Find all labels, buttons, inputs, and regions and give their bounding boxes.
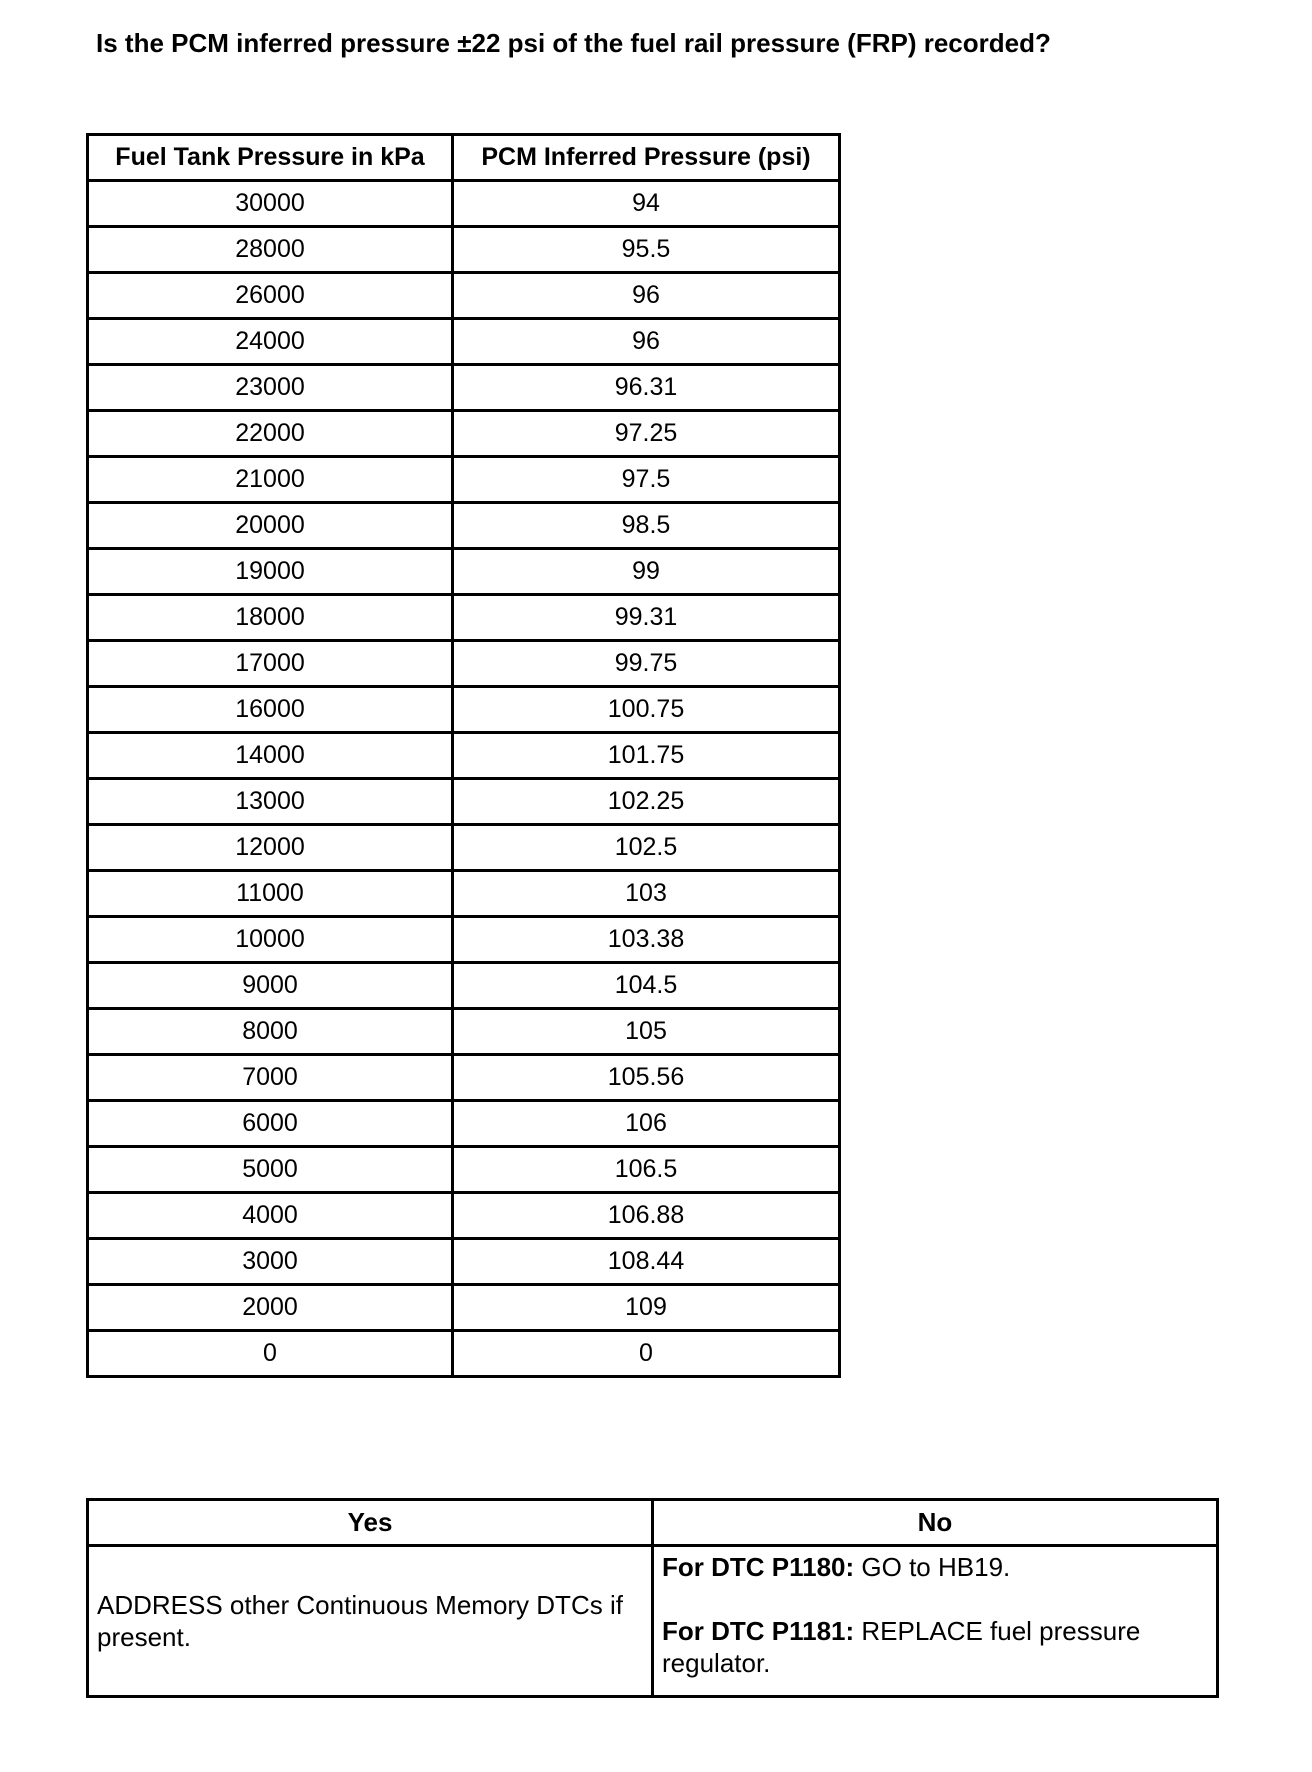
pcm-inferred-pressure-cell: 94 [453, 181, 840, 227]
fuel-tank-pressure-cell: 8000 [88, 1009, 453, 1055]
table-row [88, 1055, 840, 1101]
pcm-inferred-pressure-cell: 99 [453, 549, 840, 595]
table-row [88, 503, 840, 549]
table-row [88, 457, 840, 503]
dtc-p1180-action: GO to HB19. [861, 1552, 1011, 1582]
table-row [88, 273, 840, 319]
pcm-inferred-pressure-cell: 108.44 [453, 1239, 840, 1285]
table-row [88, 825, 840, 871]
no-action-p1181 [662, 1615, 1208, 1679]
fuel-tank-pressure-cell: 26000 [88, 273, 453, 319]
fuel-tank-pressure-cell: 9000 [88, 963, 453, 1009]
fuel-tank-pressure-cell: 14000 [88, 733, 453, 779]
table-row [88, 641, 840, 687]
yes-header: Yes [88, 1500, 653, 1546]
pcm-inferred-pressure-cell: 96.31 [453, 365, 840, 411]
question-heading: Is the PCM inferred pressure ±22 psi of the fuel rail pressure (FRP) recorded? [96, 28, 1051, 58]
fuel-tank-pressure-cell: 10000 [88, 917, 453, 963]
fuel-tank-pressure-cell: 5000 [88, 1147, 453, 1193]
pcm-inferred-pressure-cell: 99.31 [453, 595, 840, 641]
fuel-tank-pressure-cell: 21000 [88, 457, 453, 503]
fuel-tank-pressure-cell: 20000 [88, 503, 453, 549]
pcm-inferred-pressure-cell: 100.75 [453, 687, 840, 733]
table-row [88, 1101, 840, 1147]
fuel-tank-pressure-cell: 7000 [88, 1055, 453, 1101]
pressure-table-body [88, 181, 840, 1377]
table-row [88, 365, 840, 411]
fuel-tank-pressure-cell: 16000 [88, 687, 453, 733]
fuel-tank-pressure-cell: 2000 [88, 1285, 453, 1331]
fuel-tank-pressure-cell: 24000 [88, 319, 453, 365]
table-row [88, 733, 840, 779]
table-row [88, 319, 840, 365]
pcm-inferred-pressure-cell: 102.25 [453, 779, 840, 825]
table-row [88, 917, 840, 963]
fuel-tank-pressure-cell: 3000 [88, 1239, 453, 1285]
table-row [88, 227, 840, 273]
fuel-tank-pressure-cell: 17000 [88, 641, 453, 687]
fuel-tank-pressure-cell: 6000 [88, 1101, 453, 1147]
pcm-inferred-pressure-cell: 106.88 [453, 1193, 840, 1239]
table-row [88, 1147, 840, 1193]
pcm-inferred-pressure-cell: 103 [453, 871, 840, 917]
fuel-tank-pressure-cell: 18000 [88, 595, 453, 641]
table-row [88, 1193, 840, 1239]
no-action-cell [653, 1546, 1218, 1697]
pcm-inferred-pressure-cell: 104.5 [453, 963, 840, 1009]
result-table [86, 1498, 1219, 1698]
fuel-tank-pressure-cell: 30000 [88, 181, 453, 227]
table-row [88, 1009, 840, 1055]
table-row [88, 963, 840, 1009]
fuel-tank-pressure-cell: 23000 [88, 365, 453, 411]
pcm-inferred-pressure-cell: 96 [453, 273, 840, 319]
fuel-tank-pressure-cell: 13000 [88, 779, 453, 825]
pressure-table [86, 133, 841, 1378]
pcm-inferred-pressure-cell: 102.5 [453, 825, 840, 871]
pcm-inferred-pressure-cell: 105 [453, 1009, 840, 1055]
pcm-inferred-pressure-cell: 0 [453, 1331, 840, 1377]
pcm-inferred-pressure-cell: 109 [453, 1285, 840, 1331]
pressure-table-header-row [88, 135, 840, 181]
pcm-inferred-pressure-cell: 97.5 [453, 457, 840, 503]
table-row [88, 411, 840, 457]
table-row [88, 1331, 840, 1377]
fuel-tank-pressure-cell: 22000 [88, 411, 453, 457]
no-header: No [653, 1500, 1218, 1546]
yes-action-cell: ADDRESS other Continuous Memory DTCs if present. [88, 1546, 653, 1697]
fuel-tank-pressure-cell: 11000 [88, 871, 453, 917]
table-row [88, 687, 840, 733]
pcm-inferred-pressure-cell: 95.5 [453, 227, 840, 273]
table-row [88, 181, 840, 227]
header-fuel-tank-pressure: Fuel Tank Pressure in kPa [88, 135, 453, 181]
dtc-p1181-label: For DTC P1181: [662, 1616, 855, 1646]
table-row [88, 549, 840, 595]
table-row [88, 1239, 840, 1285]
pcm-inferred-pressure-cell: 106 [453, 1101, 840, 1147]
table-row [88, 871, 840, 917]
dtc-p1181-action: REPLACE fuel pressure regulator. [662, 1616, 1141, 1678]
dtc-p1180-label: For DTC P1180: [662, 1552, 855, 1582]
fuel-tank-pressure-cell: 28000 [88, 227, 453, 273]
no-action-p1180 [662, 1551, 1208, 1583]
fuel-tank-pressure-cell: 4000 [88, 1193, 453, 1239]
pcm-inferred-pressure-cell: 99.75 [453, 641, 840, 687]
pcm-inferred-pressure-cell: 105.56 [453, 1055, 840, 1101]
pcm-inferred-pressure-cell: 98.5 [453, 503, 840, 549]
table-row [88, 1285, 840, 1331]
result-header-row [88, 1500, 1218, 1546]
pcm-inferred-pressure-cell: 101.75 [453, 733, 840, 779]
result-body-row [88, 1546, 1218, 1697]
table-row [88, 779, 840, 825]
table-row [88, 595, 840, 641]
pcm-inferred-pressure-cell: 103.38 [453, 917, 840, 963]
fuel-tank-pressure-cell: 19000 [88, 549, 453, 595]
pcm-inferred-pressure-cell: 96 [453, 319, 840, 365]
fuel-tank-pressure-cell: 0 [88, 1331, 453, 1377]
pcm-inferred-pressure-cell: 106.5 [453, 1147, 840, 1193]
header-pcm-inferred-pressure: PCM Inferred Pressure (psi) [453, 135, 840, 181]
fuel-tank-pressure-cell: 12000 [88, 825, 453, 871]
pcm-inferred-pressure-cell: 97.25 [453, 411, 840, 457]
